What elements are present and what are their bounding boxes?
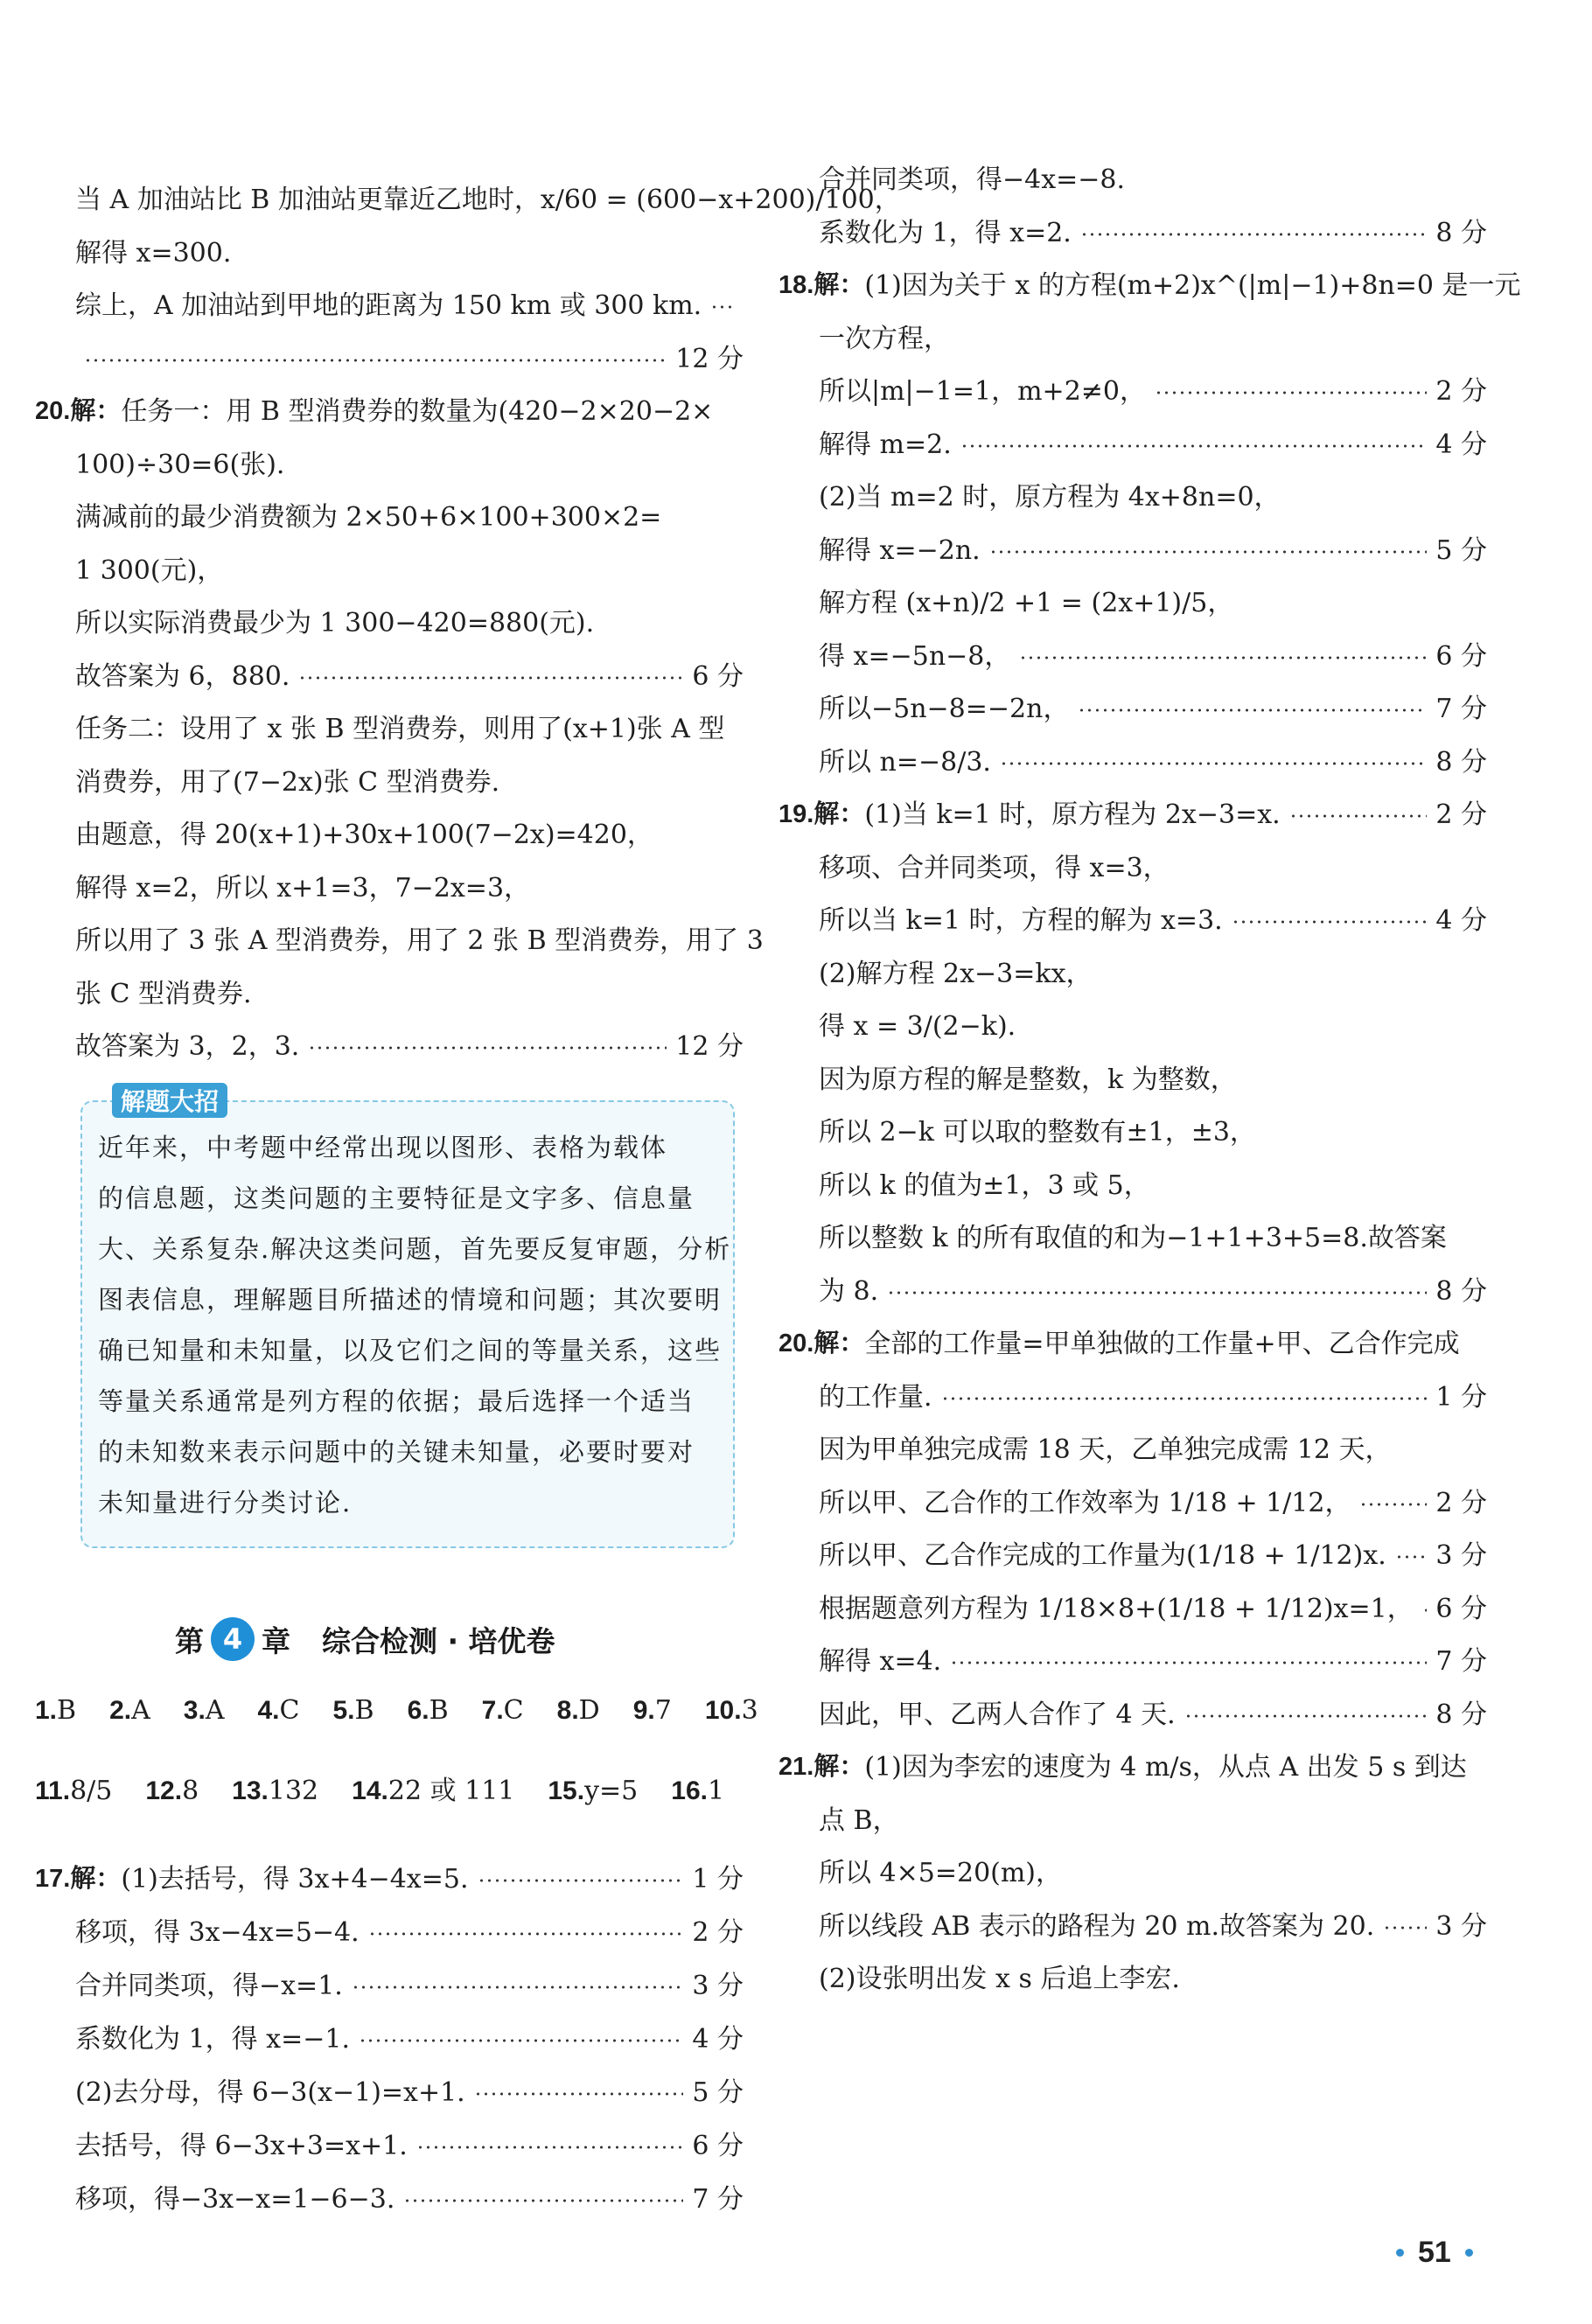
line-text: 所以实际消费最少为 1 300−420=880(元). [75,608,595,639]
answer-value: 1 [707,1776,725,1806]
line-text: 张 C 型消费券. [75,978,252,1009]
text-line [779,680,1487,732]
tips-line: 等量关系通常是列方程的依据；最后选择一个适当 [98,1386,695,1416]
answer-item [35,1695,76,1726]
line-text: 所以整数 k 的所有取值的和为−1+1+3+5=8.故答案 [819,1223,1447,1253]
answer-number: 11. [35,1776,71,1805]
score-label: 6 分 [692,2131,744,2161]
text-line [779,839,1487,891]
text-line [35,911,764,964]
text-line [35,2010,744,2062]
line-text: 因为原方程的解是整数，k 为整数， [819,1064,1237,1095]
answer-value: B [429,1695,449,1726]
text-line [779,362,1487,415]
line-text: 所以用了 3 张 A 型消费券，用了 2 张 B 型消费券，用了 3 [75,925,764,956]
score-label: 3 分 [1435,1910,1487,1942]
line-text: 所以当 k=1 时，方程的解为 x=3. [819,905,1223,936]
line-text: (2)去分母，得 6−3(x−1)=x+1. [75,2077,465,2108]
dot-leader [989,550,1428,554]
score-label: 3 分 [692,1971,744,2001]
tips-box [80,1100,735,1548]
line-text: 解得 x=−2n. [819,534,981,566]
text-line [779,1262,1487,1315]
answer-number: 16. [671,1776,708,1805]
text-line [35,1017,744,1070]
tips-line: 确已知量和未知量，以及它们之间的等量关系，这些 [98,1336,723,1365]
score-label: 12 分 [675,1031,744,1062]
text-line [779,468,1487,520]
problem-number: 18.解： [779,270,865,299]
answer-item [633,1695,672,1726]
answer-item [352,1776,514,1806]
answer-item [671,1776,724,1806]
text-line [35,806,744,858]
answer-number: 15. [548,1776,585,1805]
text-line [779,1315,1487,1367]
line-text: 任务一：用 B 型消费券的数量为(420−2×20−2× [121,396,714,427]
score-label: 8 分 [1435,217,1487,248]
score-label: 6 分 [1435,1593,1487,1624]
answer-value: 8 [182,1776,199,1806]
answer-item [109,1695,150,1726]
text-line [779,1209,1487,1261]
text-line [779,785,1487,838]
line-text: 所以甲、乙合作的工作效率为 1/18 + 1/12， [819,1487,1351,1518]
line-text: 所以线段 AB 表示的路程为 20 m.故答案为 20. [819,1910,1375,1942]
answer-number: 13. [232,1776,269,1805]
answer-item [257,1695,299,1726]
answer-number: 1. [35,1696,58,1725]
text-line [35,753,744,806]
score-label: 8 分 [1435,1275,1487,1307]
text-line [779,1897,1487,1950]
score-label: 5 分 [1435,534,1487,566]
chapter-number-badge: 4 [211,1617,255,1661]
answer-value: B [354,1695,374,1726]
text-line [779,204,1487,256]
line-text: 全部的工作量=甲单独做的工作量+甲、乙合作完成 [864,1329,1460,1359]
page-number-text: 51 [1418,2236,1451,2269]
text-line [779,1368,1487,1420]
answer-number: 2. [109,1696,132,1725]
score-label: 1 分 [692,1864,744,1895]
dot-leader [1155,391,1427,394]
chapter-title: 综合检测 · 培优卷 [322,1623,555,1658]
answer-number: 9. [632,1696,655,1725]
answer-number: 8. [556,1696,579,1725]
tips-line: 的未知数来表示问题中的关键未知量，必要时要对 [98,1437,695,1467]
line-text: 当 A 加油站比 B 加油站更靠近乙地时，x/60 = (600−x+200)/100， [75,185,901,215]
line-text: 故答案为 6，880. [75,660,290,692]
score-label: 12 分 [675,343,744,374]
line-text: 所以甲、乙合作完成的工作量为(1/18 + 1/12)x. [819,1540,1386,1571]
answer-value: y=5 [584,1776,639,1806]
line-text: 移项，得 3x−4x=5−4. [75,1917,360,1948]
text-line [779,1791,1487,1844]
line-text: 解得 x=300. [75,237,232,269]
line-text: 消费券，用了(7−2x)张 C 型消费券. [75,766,500,798]
text-line [35,436,744,488]
text-line [35,2170,744,2223]
answer-number: 3. [183,1696,206,1725]
text-line [779,1632,1487,1685]
answer-value: 132 [268,1776,319,1806]
score-label: 2 分 [1435,799,1487,830]
text-line [779,891,1487,944]
line-text: 点 B， [819,1804,899,1836]
tips-line: 未知量进行分类讨论. [98,1488,353,1518]
line-text: 的工作量. [819,1381,932,1413]
text-line [779,256,1521,309]
answer-number: 12. [145,1776,183,1805]
text-line [779,521,1487,574]
answer-item [482,1695,524,1726]
text-line [35,541,744,594]
line-text: (1)当 k=1 时，原方程为 2x−3=x. [864,799,1281,830]
line-text: 由题意，得 20(x+1)+30x+100(7−2x)=420， [75,820,653,850]
line-text: 根据题意列方程为 1/18×8+(1/18 + 1/12)x=1， [819,1593,1414,1624]
score-label: 6 分 [692,660,744,692]
line-text: 任务二：设用了 x 张 B 型消费券，则用了(x+1)张 A 型 [75,714,725,744]
answer-item [145,1776,199,1806]
text-line [35,700,744,752]
text-line [35,1850,744,1902]
dot-leader [1383,1926,1427,1930]
line-text: 一次方程， [819,323,950,354]
chapter-prefix: 第 [175,1623,204,1658]
line-text: 因为甲单独完成需 18 天，乙单独完成需 12 天， [819,1434,1392,1465]
line-text: 满减前的最少消费额为 2×50+6×100+300×2= [75,502,662,533]
score-label: 7 分 [1435,1646,1487,1677]
answer-number: 7. [481,1696,504,1725]
score-label: 7 分 [692,2184,744,2215]
answer-item [332,1695,374,1726]
dot-leader [1422,1609,1428,1612]
line-text: 所以 2−k 可以取的整数有±1，±3， [819,1117,1256,1148]
text-line [779,1580,1487,1632]
answer-value: 3 [741,1695,758,1726]
text-line [35,2063,744,2116]
text-line [779,1844,1487,1896]
answer-value: C [503,1695,524,1726]
line-text: 100)÷30=6(张). [75,449,285,480]
text-line [35,1903,744,1956]
line-text: 所以 4×5=20(m)， [819,1858,1063,1888]
line-text: 所以|m|−1=1，m+2≠0， [819,376,1147,407]
text-line [35,330,744,382]
answer-number: 14. [352,1776,388,1805]
text-line [779,574,1487,626]
line-text: 得 x = 3/(2−k). [819,1011,1016,1042]
text-line [35,1957,744,2009]
line-text: 移项、合并同类项，得 x=3， [819,852,1170,883]
answer-value: 22 或 111 [388,1776,515,1806]
dot-leader [1184,1714,1428,1718]
dot-leader [960,444,1428,448]
answer-item [232,1776,318,1806]
dot-leader [416,2146,684,2149]
text-line [779,1103,1487,1155]
problem-number: 20.解： [779,1329,865,1357]
answer-item [184,1695,225,1726]
text-line [779,310,1487,362]
tips-line: 大、关系复杂.解决这类问题，首先要反复审题，分析 [98,1234,732,1264]
line-text: 解方程 (x+n)/2 +1 = (2x+1)/5， [819,588,1234,618]
score-label: 2 分 [692,1917,744,1948]
score-label: 2 分 [1435,376,1487,407]
dot-leader [887,1291,1427,1295]
answer-item [408,1695,449,1726]
problem-number: 21.解： [779,1752,865,1781]
line-text: 得 x=−5n−8， [819,640,1011,672]
line-text: 合并同类项，得−4x=−8. [819,164,1126,195]
problem-number: 17.解： [35,1864,122,1893]
tips-title: 解题大招 [112,1083,227,1118]
answer-number: 4. [257,1696,280,1725]
dot-leader [298,676,683,680]
score-label: 4 分 [692,2024,744,2055]
answer-item [705,1695,758,1726]
text-line [779,1474,1487,1526]
answer-item [557,1695,600,1726]
dot-leader [710,305,735,309]
dot-leader [403,2199,683,2202]
answer-item [35,1776,112,1806]
text-line [35,224,744,276]
line-text: 所以−5n−8=−2n， [819,694,1070,724]
dot-leader [950,1661,1427,1664]
dot-leader [368,1932,684,1936]
dot-leader [308,1046,667,1050]
answer-value: 8/5 [70,1776,113,1806]
dot-leader [359,2039,683,2042]
dot-leader [84,359,667,362]
line-text: (2)设张明出发 x s 后追上李宏. [819,1964,1180,1994]
text-line [779,1950,1487,2002]
answers-row-1 [35,1695,792,1726]
text-line [35,488,744,541]
dot-leader [1289,814,1428,818]
text-line [779,1738,1487,1790]
text-line [779,627,1487,680]
line-text: 所以 k 的值为±1，3 或 5， [819,1169,1150,1201]
line-text: 系数化为 1，得 x=−1. [75,2024,350,2055]
text-line [779,945,1487,997]
page-number [1382,2236,1487,2270]
answer-value: 7 [654,1695,672,1726]
answer-value: A [205,1695,225,1726]
line-text: 因此，甲、乙两人合作了 4 天. [819,1699,1176,1730]
page-dot-right [1465,2249,1473,2257]
text-line [35,382,744,435]
score-label: 3 分 [1435,1540,1487,1571]
dot-leader [941,1397,1428,1400]
line-text: 合并同类项，得−x=1. [75,1971,343,2001]
line-text: 解得 x=2，所以 x+1=3，7−2x=3， [75,872,531,904]
line-text: 所以 n=−8/3. [819,746,991,778]
score-label: 4 分 [1435,429,1487,460]
line-text: 1 300(元)， [75,555,224,586]
text-line [779,1156,1487,1209]
score-label: 8 分 [1435,746,1487,778]
answer-value: B [57,1695,77,1726]
text-line [779,1050,1487,1103]
line-text: 系数化为 1，得 x=2. [819,217,1072,248]
line-text: 去括号，得 6−3x+3=x+1. [75,2131,408,2161]
line-text: (2)解方程 2x−3=kx， [819,958,1093,989]
answer-value: A [131,1695,150,1726]
answers-row-2 [35,1769,758,1807]
dot-leader [352,1986,684,1989]
line-text: (1)去括号，得 3x+4−4x=5. [121,1864,469,1895]
line-text: (1)因为李宏的速度为 4 m/s，从点 A 出发 5 s 到达 [864,1752,1467,1783]
text-line [779,415,1487,468]
line-text: 解得 m=2. [819,429,952,460]
score-label: 6 分 [1435,640,1487,672]
answer-number: 6. [407,1696,429,1725]
line-text: (1)因为关于 x 的方程(m+2)x^(|m|−1)+8n=0 是一元 [864,270,1521,301]
dot-leader [1080,233,1428,236]
text-line [779,1420,1487,1473]
page-dot-left [1396,2249,1404,2257]
text-line [35,965,744,1017]
score-label: 5 分 [692,2077,744,2108]
text-line [779,1685,1487,1738]
chapter-heading [175,1611,555,1667]
dot-leader [474,2092,684,2096]
score-label: 8 分 [1435,1699,1487,1730]
text-line [35,859,744,911]
dot-leader [1359,1503,1427,1506]
line-text: 故答案为 3，2，3. [75,1031,300,1062]
answer-number: 10. [704,1696,742,1725]
chapter-suffix: 章 [262,1623,290,1658]
dot-leader [478,1879,684,1882]
text-line [779,1526,1487,1579]
line-text: 为 8. [819,1275,879,1307]
line-text: 移项，得−3x−x=1−6−3. [75,2184,395,2215]
line-text: 解得 x=4. [819,1646,942,1677]
line-text: 综上，A 加油站到甲地的距离为 150 km 或 300 km. [75,290,702,321]
problem-number: 19.解： [779,799,865,828]
problem-number: 20.解： [35,396,122,425]
answer-item [548,1776,638,1806]
score-label: 4 分 [1435,905,1487,936]
score-label: 1 分 [1435,1381,1487,1413]
dot-leader [1395,1555,1428,1559]
text-line [779,997,1487,1050]
tips-line: 近年来，中考题中经常出现以图形、表格为载体 [98,1133,668,1162]
text-line [35,276,744,329]
text-line [35,2117,744,2169]
text-line [35,647,744,700]
dot-leader [1019,656,1427,660]
answer-value: C [279,1695,300,1726]
text-line [779,733,1487,785]
tips-line: 的信息题，这类问题的主要特征是文字多、信息量 [98,1183,695,1213]
line-text: (2)当 m=2 时，原方程为 4x+8n=0， [819,482,1281,513]
text-line [779,150,1487,203]
text-line [35,594,744,646]
answer-number: 5. [332,1696,355,1725]
dot-leader [1078,708,1427,712]
answer-value: D [578,1695,600,1726]
text-line [35,171,901,223]
tips-line: 图表信息，理解题目所描述的情境和问题；其次要明 [98,1285,723,1315]
score-label: 7 分 [1435,694,1487,724]
score-label: 2 分 [1435,1487,1487,1518]
dot-leader [1000,762,1427,765]
dot-leader [1232,920,1428,924]
